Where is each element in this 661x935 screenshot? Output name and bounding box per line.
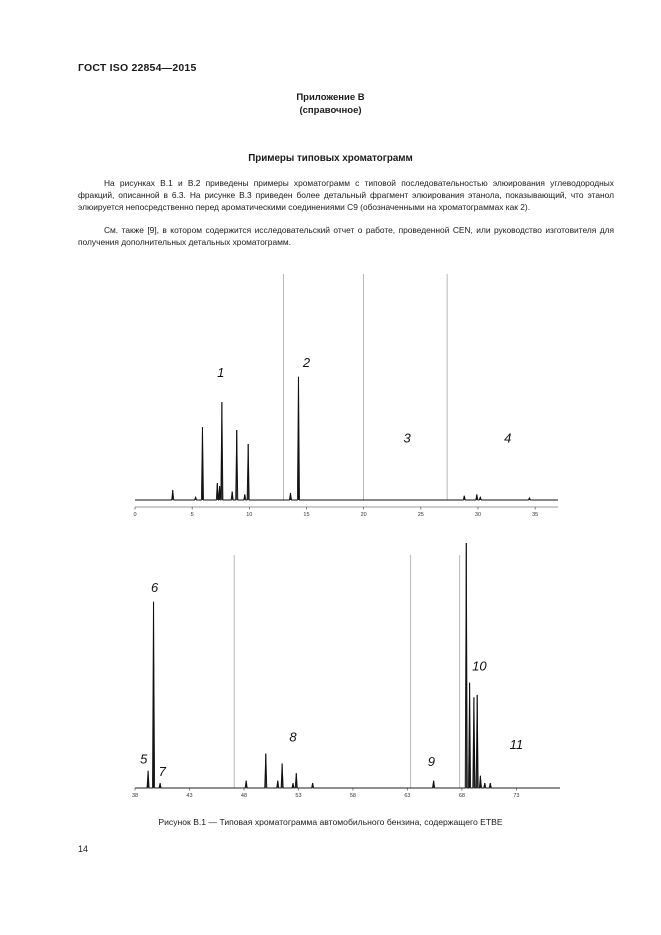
appendix-note: (справочное) [299, 105, 362, 116]
x-tick-label: 10 [246, 512, 253, 518]
peak-group-label: 5 [140, 751, 148, 767]
peak-group-label: 7 [158, 763, 166, 779]
peak-group-label: 3 [403, 430, 411, 446]
chromatogram-bottom [0, 535, 661, 810]
paragraph-1: На рисунках В.1 и В.2 приведены примеры хроматограмм с типовой последовательностью элюирования углеводородных фракций, описанной в 6.3. На рисунке В.3 приведен более детальный фрагмент элюирования этанола, показывающий, что этанол элюируется непосредственно перед ароматическими соединениями С9 (обозначенными на хроматограммах как 2). [78, 178, 614, 212]
chromatogram-trace [135, 543, 560, 788]
section-title: Примеры типовых хроматограмм [248, 153, 413, 164]
peak-group-label: 2 [302, 355, 311, 370]
x-tick-label: 58 [349, 793, 357, 799]
peak-group-label: 4 [504, 430, 512, 446]
peak-group-label: 6 [150, 580, 159, 595]
x-tick-label: 15 [303, 512, 310, 518]
peak-group-label: 9 [427, 753, 436, 769]
x-tick-label: 5 [190, 512, 194, 518]
peak-group-label: 11 [509, 736, 524, 752]
x-tick-label: 20 [360, 512, 367, 518]
x-tick-label: 63 [404, 793, 411, 799]
appendix-title: Приложение В [296, 92, 365, 103]
peak-group-label: 8 [289, 729, 297, 745]
x-tick-label: 0 [133, 512, 137, 518]
x-tick-label: 73 [513, 793, 520, 799]
paragraph-2: См. также [9], в котором содержится исследовательский отчет о работе, проведенной CEN, или руководство изготовителя для получения дополнительных детальных хроматограмм. [78, 225, 614, 247]
x-tick-label: 38 [131, 793, 139, 799]
figure-caption: Рисунок В.1 — Типовая хроматограмма автомобильного бензина, содержащего ETBE [158, 817, 503, 827]
peak-group-label: 10 [472, 658, 487, 674]
x-tick-label: 30 [474, 512, 482, 518]
x-tick-label: 48 [240, 793, 248, 799]
x-tick-label: 53 [295, 793, 302, 799]
peak-group-label: 1 [217, 364, 225, 380]
document-standard-number: ГОСТ ISO 22854—2015 [78, 62, 197, 74]
page-number: 14 [78, 844, 89, 854]
x-tick-label: 25 [417, 512, 424, 518]
x-tick-label: 35 [532, 512, 539, 518]
chromatogram-trace [135, 377, 558, 500]
chromatogram-top [0, 260, 661, 520]
x-tick-label: 68 [458, 793, 465, 799]
x-tick-label: 43 [186, 793, 193, 799]
